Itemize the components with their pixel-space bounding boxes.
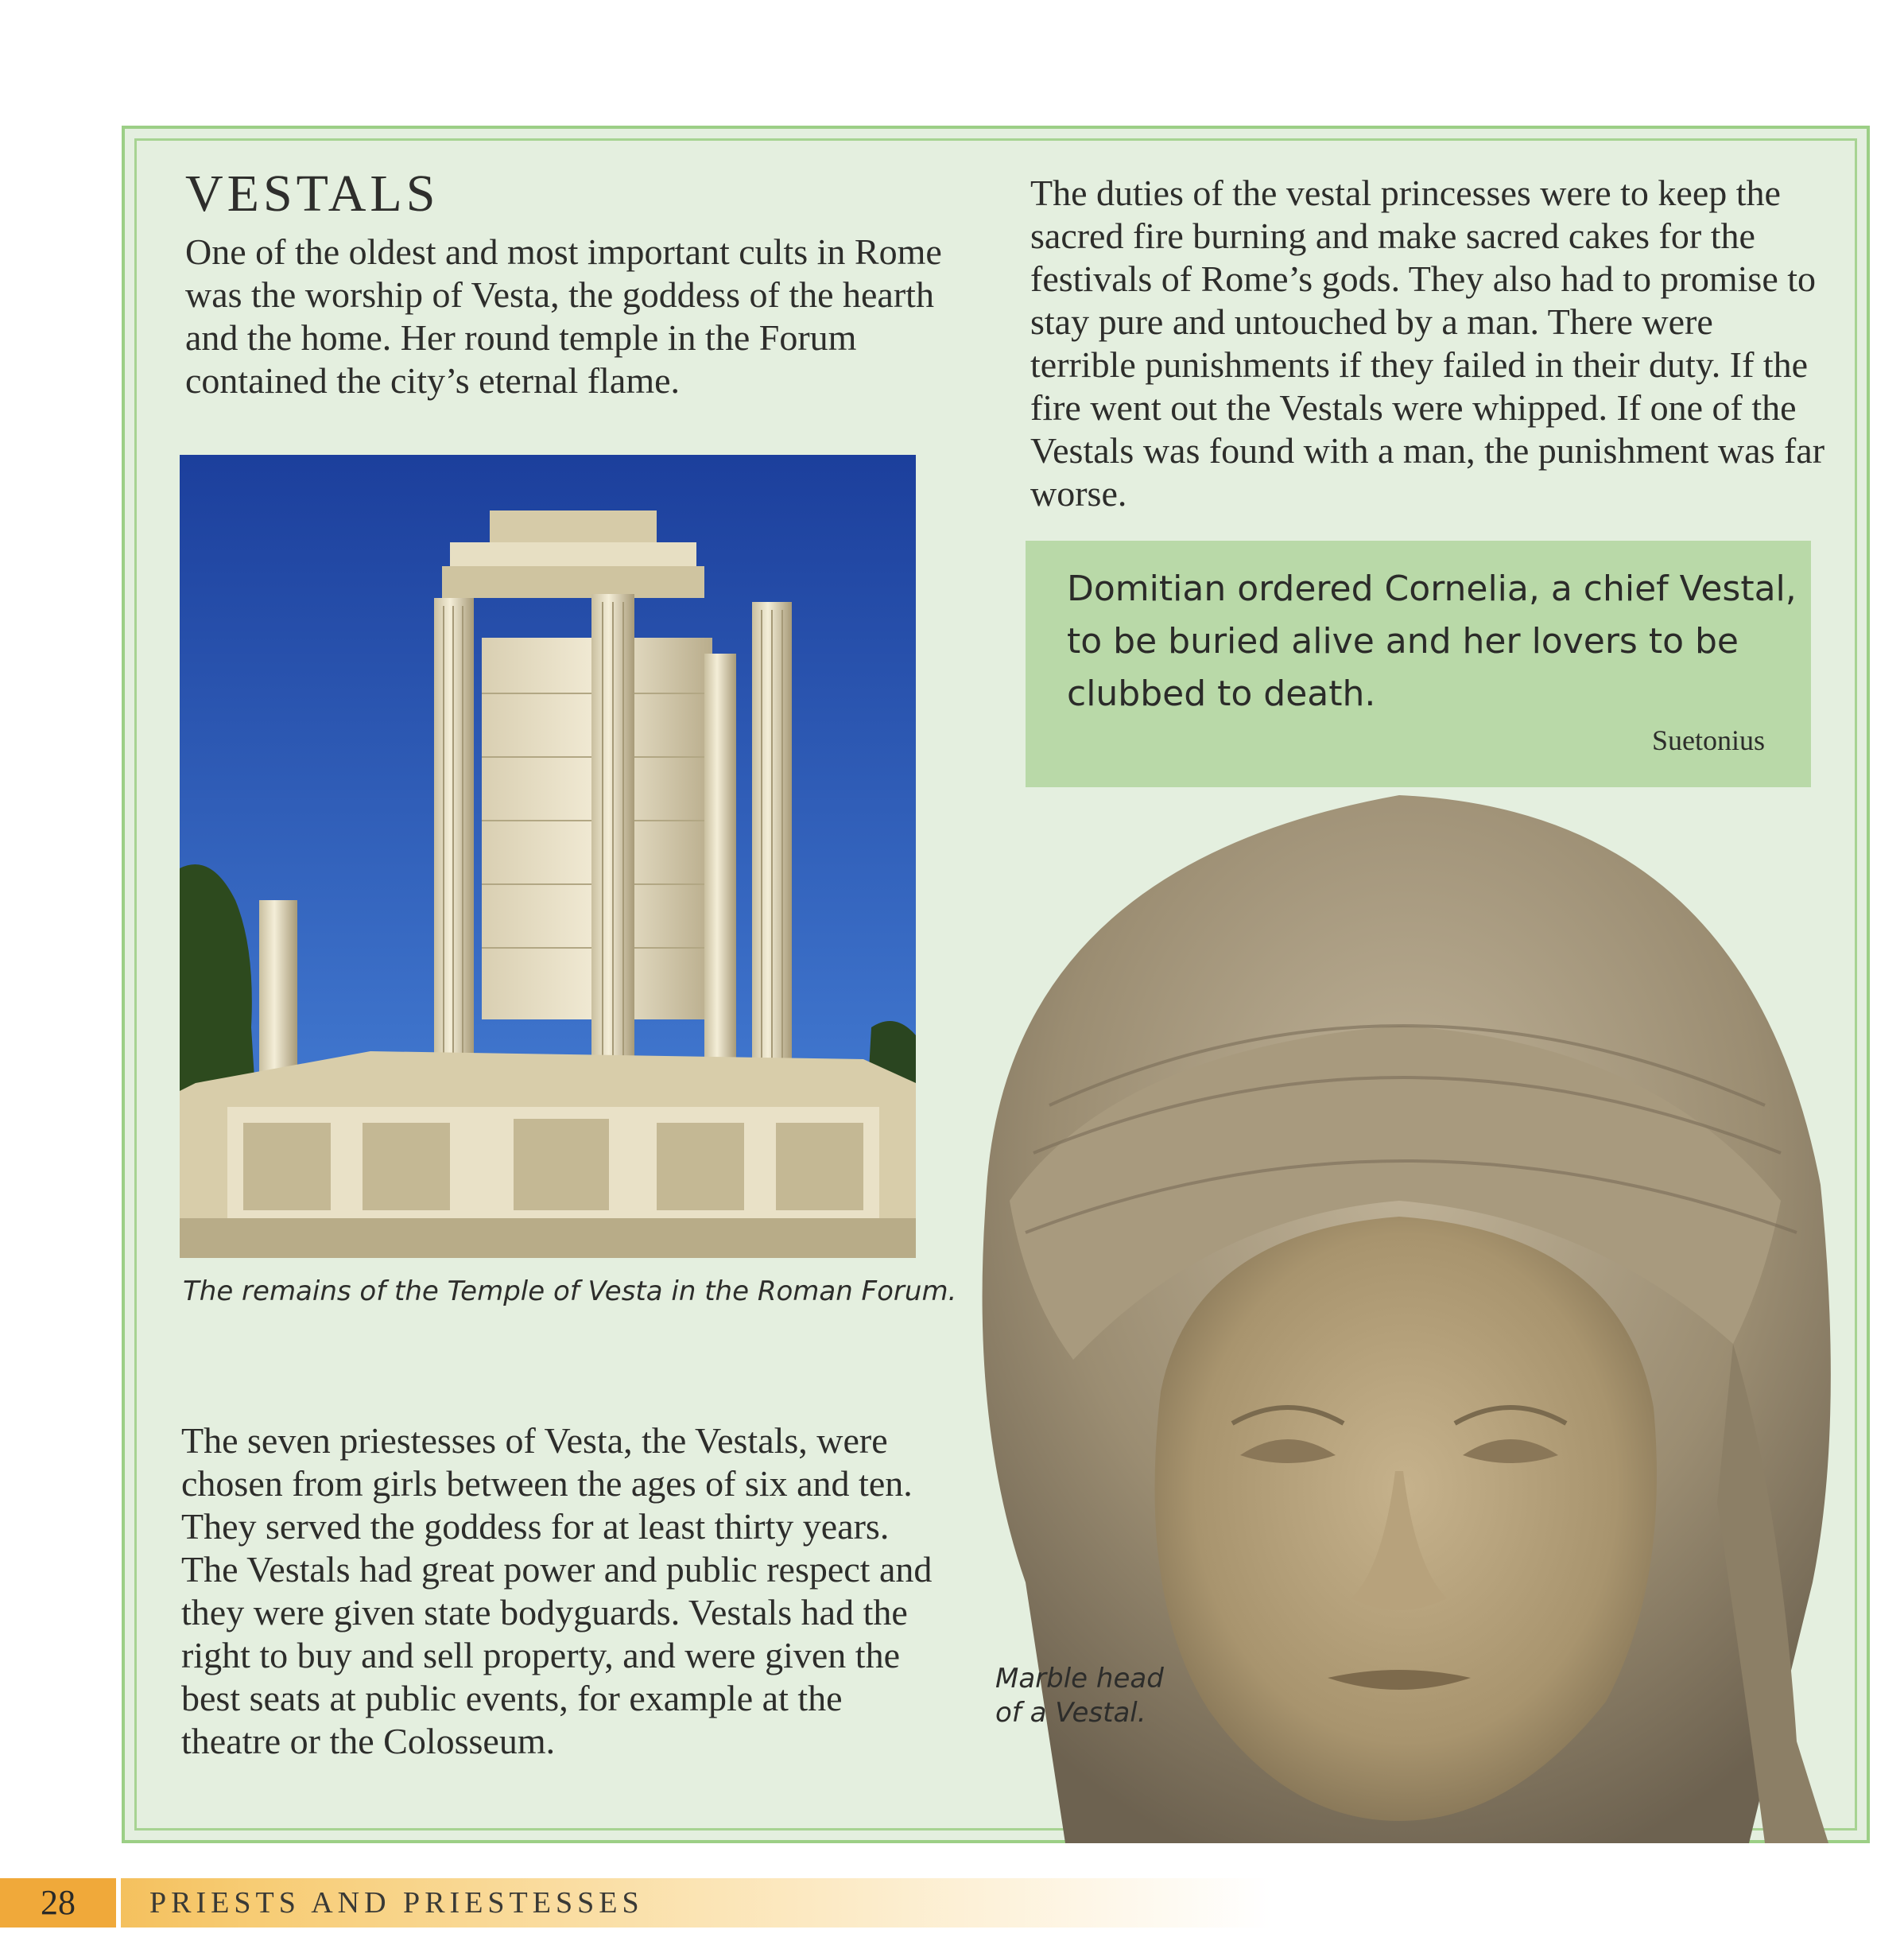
quote-box	[1026, 541, 1811, 787]
temple-caption: The remains of the Temple of Vesta in the Roman Forum.	[183, 1275, 957, 1307]
seven-priestesses-paragraph: The seven priestesses of Vesta, the Vestals, were chosen from girls between the ages of six and ten. They served the goddess for at least thirty years. The Vestals had great power and public respect and they were given state bodyguards. Vestals had the right to buy and sell property, and were given the best seats at public events, for example at the theatre or the Colosseum.	[181, 1420, 933, 1761]
page-number-divider	[116, 1878, 121, 1928]
head-caption: Marble head of a Vestal.	[995, 1663, 1164, 1729]
quote-text: Domitian ordered Cornelia, a chief Vestal, to be buried alive and her lovers to be clubbed to death.	[1067, 569, 1797, 714]
page-number: 28	[0, 1878, 116, 1928]
duties-paragraph: The duties of the vestal princesses were to keep the sacred fire burning and make sacred cakes for the festivals of Rome’s gods. They also had to promise to stay pure and untouched by a man. There were terrible punishments if they failed in their duty. If the fire went out the Vestals were whipped. If one of the Vestals was found with a man, the punishment was far worse.	[1030, 173, 1825, 514]
quote-source: Suetonius	[1651, 724, 1765, 756]
intro-paragraph: One of the oldest and most important cults in Rome was the worship of Vesta, the goddess of the hearth and the home. Her round temple in the Forum contained the city’s eternal flame.	[185, 231, 942, 401]
temple-of-vesta-photo	[180, 455, 916, 1258]
page-title: VESTALS	[185, 165, 440, 223]
section-title: PRIESTS AND PRIESTESSES	[149, 1886, 644, 1920]
